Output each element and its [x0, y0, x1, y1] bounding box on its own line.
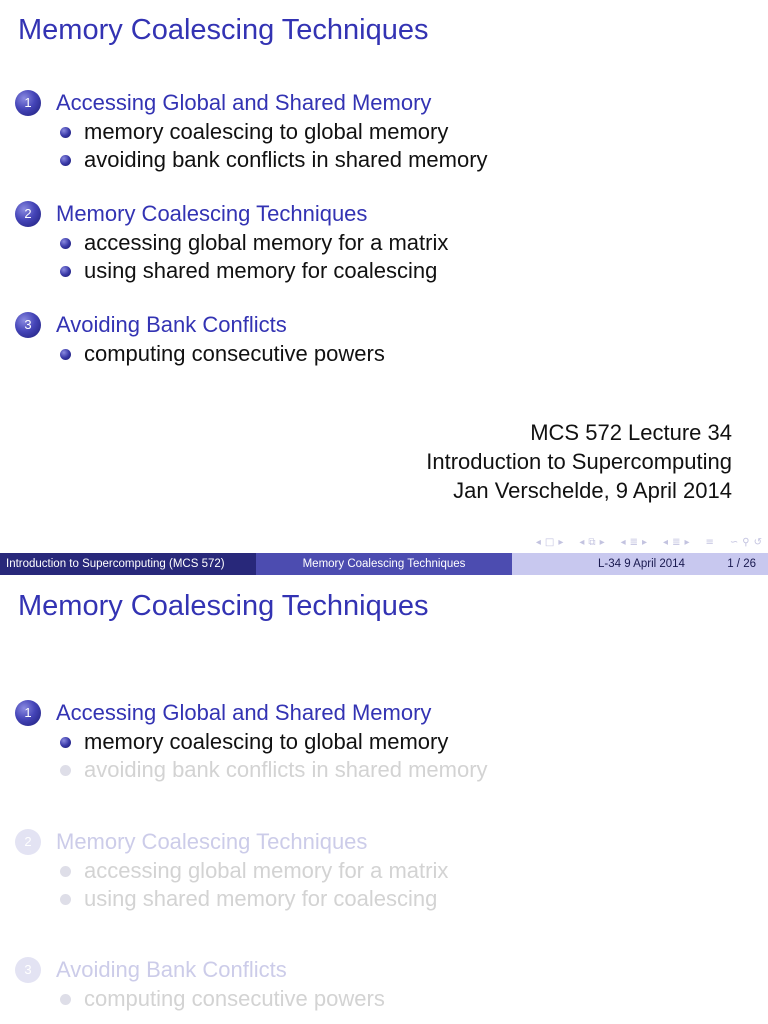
outline-section-1 — [15, 698, 755, 784]
bullet-dot-icon — [60, 765, 71, 776]
section-title: Avoiding Bank Conflicts — [56, 312, 287, 337]
outline-section-3 — [15, 955, 755, 1013]
bullet-text: memory coalescing to global memory — [84, 729, 449, 754]
bullet-dot-icon — [60, 155, 71, 166]
footer-course: Introduction to Supercomputing (MCS 572) — [0, 553, 256, 575]
arrow-left-icon[interactable]: ◂ — [663, 536, 669, 548]
author-block — [426, 418, 732, 505]
bullet-text: computing consecutive powers — [84, 986, 385, 1011]
bullet-dot-icon — [60, 238, 71, 249]
frame-icon[interactable]: □ — [544, 536, 555, 548]
section-title: Memory Coalescing Techniques — [56, 201, 368, 226]
bullet-text: computing consecutive powers — [84, 341, 385, 366]
footer-section-title: Memory Coalescing Techniques — [256, 553, 512, 575]
bullet-text: accessing global memory for a matrix — [84, 230, 449, 255]
section-heading — [15, 955, 755, 985]
bullet-text: using shared memory for coalescing — [84, 886, 438, 911]
arrow-right-icon[interactable]: ▸ — [599, 536, 605, 548]
bullet-item — [59, 756, 755, 784]
slide-title: Memory Coalescing Techniques — [18, 14, 429, 46]
section-number-badge: 3 — [15, 957, 41, 983]
footer-info — [512, 553, 768, 575]
bullet-dot-icon — [60, 866, 71, 877]
section-heading — [15, 199, 755, 229]
section-title: Memory Coalescing Techniques — [56, 829, 368, 854]
bullet-item — [59, 340, 755, 368]
bullet-item — [59, 118, 755, 146]
navigation-bar — [536, 534, 762, 550]
course-line: MCS 572 Lecture 34 — [530, 420, 732, 445]
section-heading — [15, 310, 755, 340]
arrow-right-icon[interactable]: ▸ — [642, 536, 648, 548]
course-title-line: Introduction to Supercomputing — [426, 449, 732, 474]
bullet-list — [15, 985, 755, 1013]
section-number-badge: 2 — [15, 201, 41, 227]
section-heading — [15, 698, 755, 728]
bullet-text: avoiding bank conflicts in shared memory — [84, 757, 488, 782]
arrow-left-icon[interactable]: ◂ — [620, 536, 626, 548]
section-heading — [15, 88, 755, 118]
bullet-text: using shared memory for coalescing — [84, 258, 438, 283]
section-icon[interactable]: ≣ — [629, 536, 639, 548]
bullet-list — [15, 857, 755, 913]
section-number-badge: 2 — [15, 829, 41, 855]
bullet-list — [15, 229, 755, 285]
outline-section-2 — [15, 199, 755, 285]
bullet-item — [59, 857, 755, 885]
arrow-right-icon[interactable]: ▸ — [558, 536, 564, 548]
section-number-badge: 3 — [15, 312, 41, 338]
bullet-list — [15, 118, 755, 174]
slide-2 — [0, 578, 768, 1024]
footer-page-number: 1 / 26 — [727, 558, 756, 570]
bullet-item — [59, 985, 755, 1013]
bullet-item — [59, 146, 755, 174]
bullet-dot-icon — [60, 127, 71, 138]
bullet-dot-icon — [60, 737, 71, 748]
section-number-badge: 1 — [15, 90, 41, 116]
bullet-item — [59, 257, 755, 285]
bullet-dot-icon — [60, 894, 71, 905]
bullet-dot-icon — [60, 994, 71, 1005]
footer-date: L-34 9 April 2014 — [598, 558, 685, 570]
bullet-item — [59, 728, 755, 756]
section-title: Accessing Global and Shared Memory — [56, 90, 432, 115]
outline-section-1 — [15, 88, 755, 174]
bullet-item — [59, 229, 755, 257]
author-date-line: Jan Verschelde, 9 April 2014 — [453, 478, 732, 503]
bullet-text: accessing global memory for a matrix — [84, 858, 449, 883]
slide-footer — [0, 553, 768, 575]
section-number-badge: 1 — [15, 700, 41, 726]
bullet-item — [59, 885, 755, 913]
arrow-left-icon[interactable]: ◂ — [579, 536, 585, 548]
align-icon[interactable]: ≡ — [705, 536, 714, 548]
search-icon[interactable]: ∽ — [729, 536, 739, 548]
bullet-dot-icon — [60, 349, 71, 360]
search-icon[interactable]: ⚲ — [742, 536, 750, 548]
slide-title: Memory Coalescing Techniques — [18, 590, 429, 622]
outline-section-3 — [15, 310, 755, 368]
bullet-dot-icon — [60, 266, 71, 277]
outline-section-2 — [15, 827, 755, 913]
bullet-text: avoiding bank conflicts in shared memory — [84, 147, 488, 172]
section-heading — [15, 827, 755, 857]
arrow-right-icon[interactable]: ▸ — [684, 536, 690, 548]
section-title: Avoiding Bank Conflicts — [56, 957, 287, 982]
align-icon[interactable]: ≣ — [672, 536, 681, 548]
undo-icon[interactable]: ↺ — [753, 536, 762, 548]
section-title: Accessing Global and Shared Memory — [56, 700, 432, 725]
bullet-text: memory coalescing to global memory — [84, 119, 449, 144]
subsection-icon[interactable]: ⧉ — [588, 536, 596, 548]
bullet-list — [15, 340, 755, 368]
arrow-left-icon[interactable]: ◂ — [535, 536, 541, 548]
bullet-list — [15, 728, 755, 784]
